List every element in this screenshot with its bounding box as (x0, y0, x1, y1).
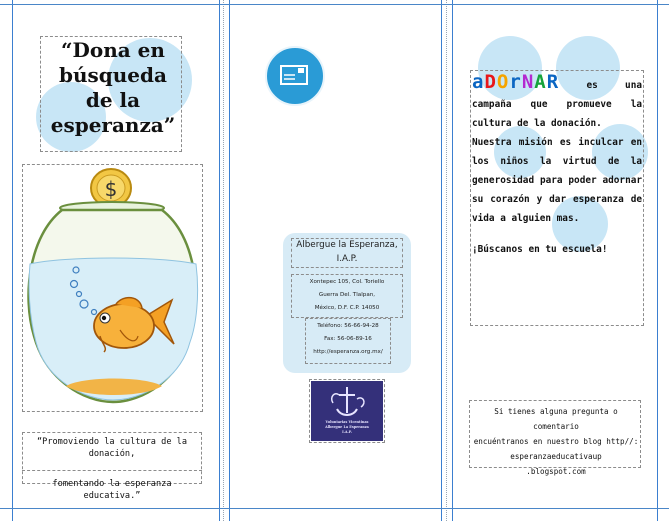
tagline (22, 432, 202, 501)
phone-text: Teléfono: 56-66-94-28 (317, 323, 379, 329)
margin-line-right (657, 0, 658, 521)
coin-symbol: $ (104, 177, 118, 201)
fold-line-4 (452, 0, 453, 521)
margin-line-bottom (0, 508, 669, 509)
call-to-action: ¡Búscanos en tu escuela! (472, 244, 608, 255)
blog-contact (471, 401, 641, 476)
logo-caption: Voluntarias Vicentinas Albergue La Esperanza I.A.P. (325, 420, 369, 434)
address-line: Guerra Del. Tlalpan, (318, 292, 376, 298)
mission-intro: es una campaña que promueve la cultura de la donación. (472, 80, 642, 129)
contact-block (305, 320, 391, 359)
margin-line-left (12, 0, 13, 521)
fax-text: Fax: 56-06-89-16 (324, 336, 372, 342)
tagline-line-1: “Promoviendo la cultura de la donación, (36, 437, 188, 459)
mission-statement: Nuestra misión es inculcar en los niños la virtud de la generosidad para poder adornar su corazón y dar esperanza de vida a alguien mas. (472, 137, 642, 224)
address-block (291, 276, 403, 315)
blog-link[interactable]: esperanzaeducativaup (510, 452, 602, 461)
website-link[interactable]: http://esperanza.org.mx/ (313, 349, 383, 355)
organization-name: Albergue la Esperanza, I.A.P. (296, 240, 398, 264)
fold-line-3 (441, 0, 442, 521)
blog-link-domain[interactable]: .blogspot.com (526, 467, 586, 476)
envelope-icon (265, 46, 325, 106)
fold-guide-1 (223, 0, 224, 521)
mission-text (472, 73, 642, 328)
brand-name: aDOrNAR (472, 71, 560, 93)
fishbowl-illustration (24, 166, 202, 410)
fold-line-1 (219, 0, 220, 521)
margin-line-top (0, 4, 669, 5)
cover-title: “Dona en búsqueda de la esperanza” (50, 38, 176, 137)
fold-line-2 (229, 0, 230, 521)
fold-guide-2 (446, 0, 447, 521)
address-line: Xontepec 105, Col. Toriello (309, 279, 385, 285)
tagline-line-2: fomentando la esperanza educativa.” (22, 470, 202, 502)
contact-line: Si tienes alguna pregunta o comentario (494, 407, 618, 431)
contact-line: encuéntranos en nuestro blog http//: (473, 437, 639, 446)
address-line: México, D.F. C.P. 14050 (314, 305, 380, 311)
